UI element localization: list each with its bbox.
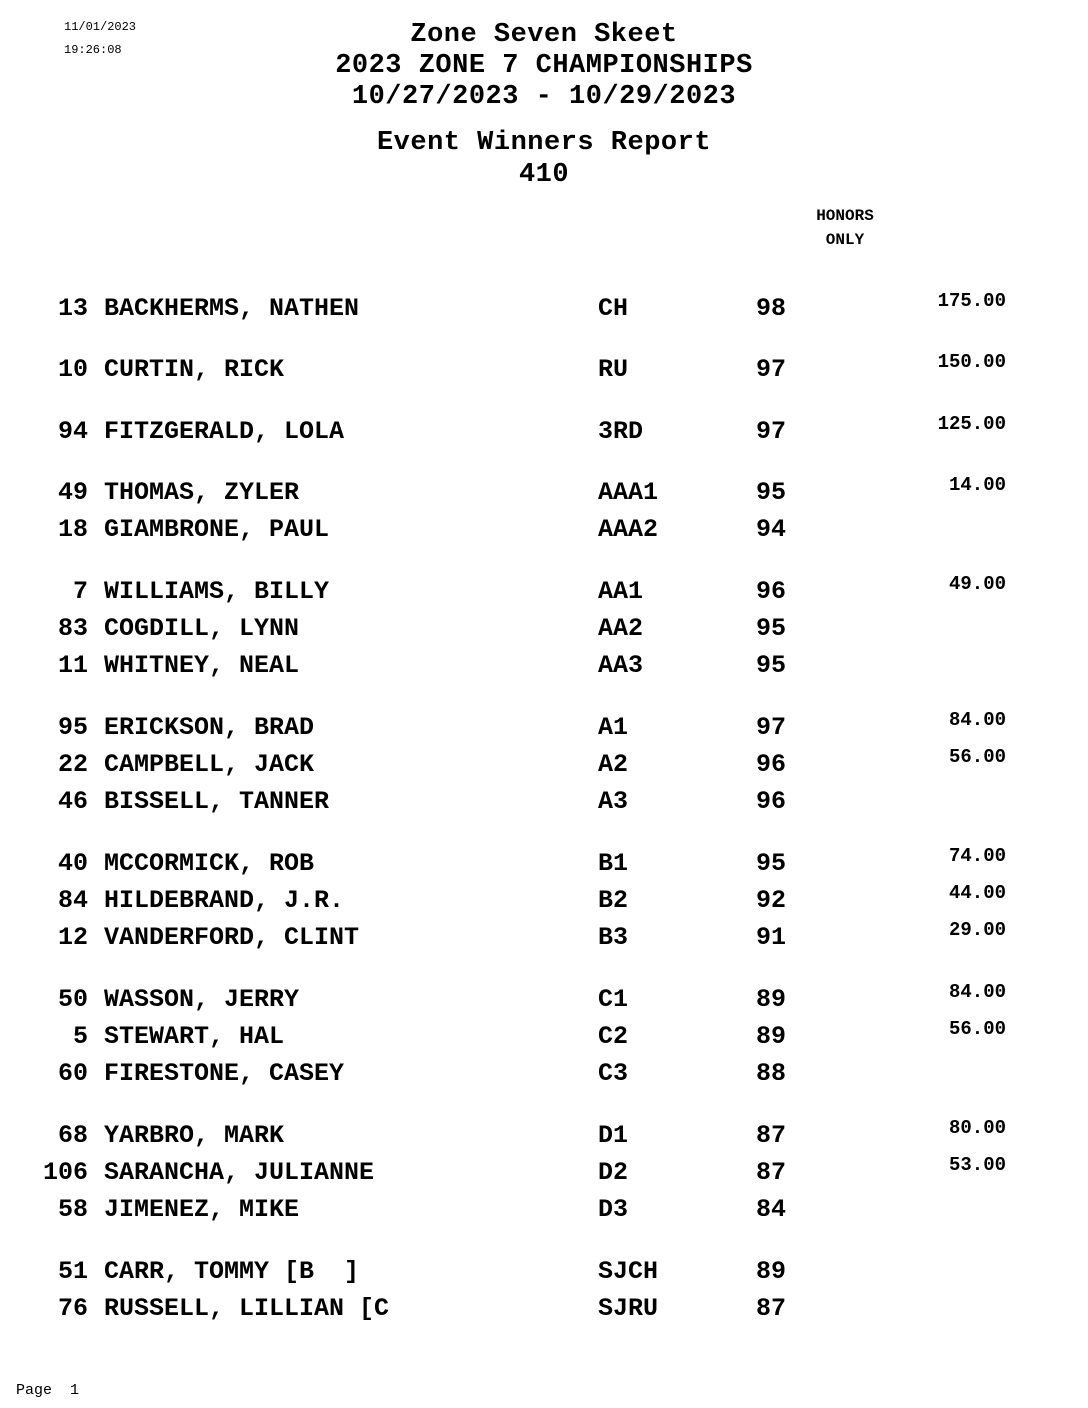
score: 96 [756,577,787,606]
shooter-number: 12 [57,923,88,952]
award-class: 3RD [598,417,644,446]
winner-row [0,1117,1088,1151]
winner-row [0,351,1088,385]
score: 97 [756,417,787,446]
shooter-name: VANDERFORD, CLINT [104,923,360,952]
score: 96 [756,787,787,816]
print-date: 11/01/2023 [64,20,137,34]
score: 92 [756,886,787,915]
winner-row [0,981,1088,1015]
winner-row [0,1059,1088,1089]
prize-amount: 74.00 [948,845,1006,867]
score: 98 [756,294,787,323]
score: 87 [756,1294,787,1323]
shooter-name: RUSSELL, LILLIAN [C [104,1294,390,1323]
winner-row [0,515,1088,545]
shooter-name: SARANCHA, JULIANNE [104,1158,375,1187]
score: 88 [756,1059,787,1088]
winner-row [0,573,1088,607]
shooter-number: 60 [57,1059,88,1088]
award-class: D3 [598,1195,629,1224]
award-class: RU [598,355,629,384]
prize-amount: 175.00 [937,290,1006,312]
prize-amount: 125.00 [937,413,1006,435]
shooter-name: YARBRO, MARK [104,1121,285,1150]
score: 91 [756,923,787,952]
shooter-number: 10 [57,355,88,384]
score: 84 [756,1195,787,1224]
prize-amount: 56.00 [948,746,1006,768]
shooter-number: 49 [57,478,88,507]
score: 87 [756,1121,787,1150]
award-class: A3 [598,787,629,816]
award-class: AA1 [598,577,644,606]
winner-row [0,1257,1088,1287]
award-class: A1 [598,713,629,742]
prize-amount: 53.00 [948,1154,1006,1176]
prize-amount: 14.00 [948,474,1006,496]
shooter-name: WASSON, JERRY [104,985,300,1014]
shooter-number: 84 [57,886,88,915]
shooter-number: 5 [72,1022,88,1051]
event-title: 2023 ZONE 7 CHAMPIONSHIPS [335,51,753,81]
winner-row [0,290,1088,324]
page-indicator [16,1382,79,1399]
shooter-number: 95 [57,713,88,742]
winner-row [0,787,1088,817]
prize-amount: 84.00 [948,981,1006,1003]
shooter-name: BISSELL, TANNER [104,787,330,816]
shooter-number: 13 [57,294,88,323]
winner-row [0,474,1088,508]
shooter-name: FITZGERALD, LOLA [104,417,345,446]
award-class: SJCH [598,1257,659,1286]
winner-row [0,919,1088,953]
award-class: AA2 [598,614,644,643]
winner-row [0,1195,1088,1225]
prize-amount: 49.00 [948,573,1006,595]
score: 97 [756,713,787,742]
score: 89 [756,985,787,1014]
print-time: 19:26:08 [64,43,122,57]
winner-row [0,845,1088,879]
shooter-number: 76 [57,1294,88,1323]
score: 89 [756,1257,787,1286]
award-class: SJRU [598,1294,659,1323]
score: 94 [756,515,787,544]
award-class: AAA2 [598,515,659,544]
award-class: B1 [598,849,629,878]
shooter-number: 68 [57,1121,88,1150]
award-class: C2 [598,1022,629,1051]
prize-amount: 80.00 [948,1117,1006,1139]
prize-amount: 84.00 [948,709,1006,731]
shooter-number: 83 [57,614,88,643]
award-class: D1 [598,1121,629,1150]
winner-row [0,614,1088,644]
shooter-number: 94 [57,417,88,446]
award-class: D2 [598,1158,629,1187]
prize-amount: 29.00 [948,919,1006,941]
score: 89 [756,1022,787,1051]
award-class: B2 [598,886,629,915]
shooter-name: CURTIN, RICK [104,355,285,384]
award-class: AAA1 [598,478,659,507]
winner-row [0,709,1088,743]
shooter-name: CARR, TOMMY [B ] [104,1257,360,1286]
shooter-name: WHITNEY, NEAL [104,651,300,680]
page-label: Page [16,1382,53,1399]
shooter-name: THOMAS, ZYLER [104,478,300,507]
award-class: A2 [598,750,629,779]
org-title: Zone Seven Skeet [410,20,678,50]
page-number: 1 [70,1382,80,1399]
prize-amount: 44.00 [948,882,1006,904]
prize-amount: 56.00 [948,1018,1006,1040]
shooter-name: BACKHERMS, NATHEN [104,294,360,323]
shooter-number: 50 [57,985,88,1014]
report-title: Event Winners Report [376,128,712,158]
shooter-number: 11 [57,651,88,680]
shooter-number: 106 [42,1158,88,1187]
shooter-number: 18 [57,515,88,544]
award-class: CH [598,294,629,323]
shooter-name: MCCORMICK, ROB [104,849,315,878]
shooter-name: CAMPBELL, JACK [104,750,315,779]
award-class: C3 [598,1059,629,1088]
score: 97 [756,355,787,384]
shooter-number: 46 [57,787,88,816]
winner-row [0,651,1088,681]
award-class: B3 [598,923,629,952]
event-number: 410 [518,160,570,190]
honors-only-label [800,204,890,252]
shooter-name: COGDILL, LYNN [104,614,300,643]
honors-label-line2: ONLY [825,231,865,249]
award-class: AA3 [598,651,644,680]
shooter-name: HILDEBRAND, J.R. [104,886,345,915]
score: 95 [756,651,787,680]
shooter-number: 7 [72,577,88,606]
score: 87 [756,1158,787,1187]
prize-amount: 150.00 [937,351,1006,373]
event-dates: 10/27/2023 - 10/29/2023 [351,82,737,112]
winner-row [0,1154,1088,1188]
winner-row [0,413,1088,447]
shooter-name: WILLIAMS, BILLY [104,577,330,606]
shooter-name: JIMENEZ, MIKE [104,1195,300,1224]
shooter-name: FIRESTONE, CASEY [104,1059,345,1088]
shooter-name: GIAMBRONE, PAUL [104,515,330,544]
score: 96 [756,750,787,779]
score: 95 [756,478,787,507]
award-class: C1 [598,985,629,1014]
winner-row [0,1294,1088,1324]
shooter-name: STEWART, HAL [104,1022,285,1051]
shooter-name: ERICKSON, BRAD [104,713,315,742]
winner-row [0,882,1088,916]
winner-row [0,746,1088,780]
shooter-number: 58 [57,1195,88,1224]
shooter-number: 22 [57,750,88,779]
winner-row [0,1018,1088,1052]
honors-label-line1: HONORS [816,207,874,225]
score: 95 [756,614,787,643]
score: 95 [756,849,787,878]
shooter-number: 40 [57,849,88,878]
shooter-number: 51 [57,1257,88,1286]
